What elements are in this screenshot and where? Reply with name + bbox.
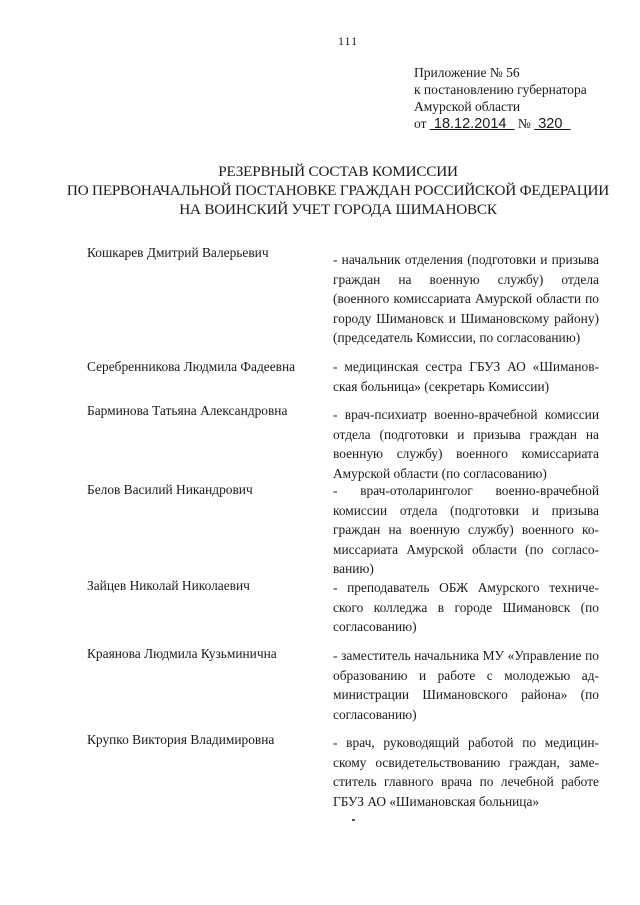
page-number: 111 [338, 34, 359, 48]
member-role: - преподаватель ОБЖ Амурского технического колледжа в городе Шимановск (по согласованию) [333, 580, 599, 634]
scan-speck [352, 819, 355, 821]
member-name: Крупко Виктория Владимировна [87, 732, 275, 747]
member-name: Зайцев Николай Николаевич [87, 578, 250, 593]
member-role: - врач-психиатр военно-врачебной комиссии отдела (подготовки и призыва граждан на военную службу) военного комиссариата Амурской области (по согласованию) [333, 407, 599, 481]
date-prefix: от [414, 116, 427, 131]
decree-date: 18.12.2014 [433, 116, 507, 132]
member-role: - медицинская сестра ГБУЗ АО «Шимановская больница» (секретарь Комиссии) [333, 359, 599, 394]
member-role: - начальник отделения (подготовки и призыва граждан на военную службу) отдела (военного комиссариата Амурской области по городу Шимановск и Шимановскому району) (председатель Комиссии, по согласованию) [333, 252, 599, 345]
member-name: Барминова Татьяна Александровна [87, 403, 288, 418]
title-line-3: НА ВОИНСКИЙ УЧЕТ ГОРОДА ШИМАНОВСК [179, 201, 497, 218]
member-name: Серебренникова Людмила Фадеевна [87, 359, 296, 374]
member-name: Кошкарев Дмитрий Валерьевич [87, 245, 269, 260]
member-role: - заместитель начальника МУ «Управление по образованию и работе с молодежью администрации Шимановского района» (по согласованию) [333, 648, 599, 722]
title-line-1: РЕЗЕРВНЫЙ СОСТАВ КОМИССИИ [218, 163, 458, 180]
member-name: Краянова Людмила Кузьминична [87, 646, 277, 661]
appendix-header [414, 64, 587, 133]
appendix-date-line [414, 115, 587, 133]
member-role: - врач-отоларинголог военно-врачебной комиссии отдела (подготовки и призыва граждан на военную службу) военного комиссариата Амурской области (по согласованию) [333, 483, 599, 576]
appendix-number: Приложение № 56 [414, 65, 520, 80]
decree-number: 320 [538, 116, 563, 132]
title-line-2: ПО ПЕРВОНАЧАЛЬНОЙ ПОСТАНОВКЕ ГРАЖДАН РОССИЙСКОЙ ФЕДЕРАЦИИ [66, 182, 610, 199]
appendix-decree-ref: к постановлению губернатора [414, 82, 587, 97]
appendix-region: Амурской области [414, 99, 521, 114]
member-role: - врач, руководящий работой по медицинскому освидетельствованию граждан, заместитель главного врача по лечебной работе ГБУЗ АО «Шимановская больница» [333, 735, 599, 809]
number-prefix: № [517, 116, 531, 131]
member-name: Белов Василий Никандрович [87, 482, 253, 497]
document-title [60, 162, 616, 219]
